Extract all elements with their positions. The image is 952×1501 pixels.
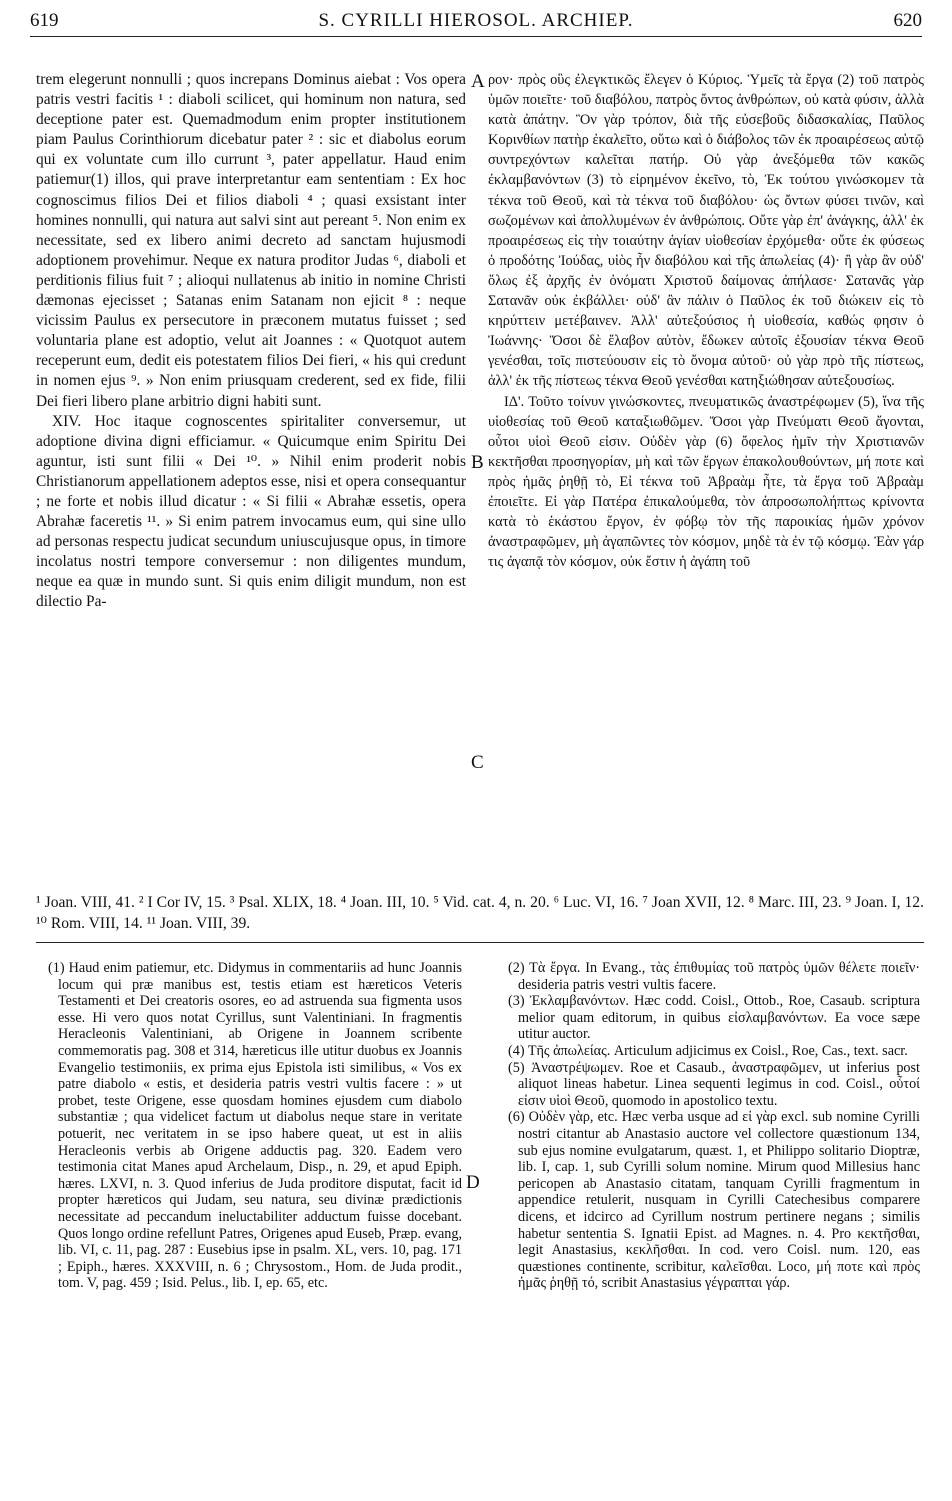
- page-number-left: 619: [30, 10, 59, 31]
- running-title: S. CYRILLI HIEROSOL. ARCHIEP.: [318, 10, 634, 31]
- notes-right-column: [508, 960, 920, 1480]
- note-2: (2) Τὰ ἔργα. In Evang., τὰς ἐπιθυμίας τοῦ πατρὸς ὑμῶν θέλετε ποιεῖν· desideria patris vestri vultis facere.: [508, 960, 920, 993]
- latin-column: [36, 70, 466, 880]
- latin-paragraph-2: XIV. Hoc itaque cognoscentes spiritaliter conversemur, ut adoptione divina digni efficiamur. « Quicumque enim Spiritu Dei aguntur, isti sunt filii « Dei ¹⁰. » Nihil enim proderit nobis Christianorum appellationem adeptos esse, nisi et opera consequantur ; ne forte et nobis illud dicatur : « Si filii « Abrahæ essetis, opera Abrahæ faceretis ¹¹. » Si enim patrem invocamus eum, qui sine ullo ad personas respectu judicat secundum uniuscujusque opus, in timore incolatus nostri tempore conversemur : non diligentes mundum, neque ea quæ in mundo sunt. Si quis enim diligit mundum, non est dilectio Pa-: [36, 412, 466, 611]
- margin-letter-d: D: [466, 1172, 480, 1193]
- greek-paragraph-2: ΙΔ'. Τοῦτο τοίνυν γινώσκοντες, πνευματικῶς ἀναστρέφωμεν (5), ἵνα τῆς υἱοθεσίας τοῦ Θεοῦ καταξιωθῶμεν. Ὅσοι γὰρ Πνεύματι Θεοῦ ἄγονται, οὗτοι υἱοὶ Θεοῦ εἰσιν. Οὐδὲν γὰρ (6) ὄφελος ἡμῖν τὴν Χριστιανῶν κεκτῆσθαι προσηγορίαν, μὴ καὶ τῶν ἔργων ἐπακολουθούντων, μή ποτε καὶ πρὸς ἡμᾶς ῥηθῇ τὸ, Εἰ τέκνα τοῦ Ἀβραὰμ ἦτε, τὰ ἔργα τοῦ Ἀβραὰμ ἐποιεῖτε. Εἰ γὰρ Πατέρα ἐπικαλούμεθα, τὸν ἀπροσωπολήπτως κρίνοντα κατὰ τὸ ἑκάστου ἔργον, ἐν φόβῳ τὸν τῆς παροικίας ἡμῶν χρόνον ἀναστραφῶμεν, μὴ ἀγαπῶντες τὸν κόσμον, μηδὲ τὰ ἐν τῷ κόσμῳ. Ἐὰν γάρ τις ἀγαπᾷ τὸν κόσμον, οὐκ ἔστιν ἡ ἀγάπη τοῦ: [488, 393, 924, 571]
- page-number-right: 620: [893, 10, 922, 31]
- greek-paragraph-1: ρον· πρὸς οὓς ἐλεγκτικῶς ἔλεγεν ὁ Κύριος. Ὑμεῖς τὰ ἔργα (2) τοῦ πατρὸς ὑμῶν ποιεῖτε· τοῦ διαβόλου, πατρὸς ὄντος ἀνθρώπων, οὐ κατὰ φύσιν, ἀλλὰ κατὰ ἀπάτην. Ὃν γὰρ τρόπον, διὰ τῆς εὐσεβοῦς διδασκαλίας, Παῦλος Κορινθίων πατὴρ ἐκαλεῖτο, οὕτω καὶ ὁ διάβολος τῶν ἐκ προαιρέσεως αὐτῷ συντρεχόντων καλεῖται πατήρ. Οὐ γὰρ ἀνεξόμεθα τῶν κακῶς ἐκλαμβανόντων (3) τὸ εἰρημένον ἐκεῖνο, τὸ, Ἐκ τούτου γινώσκομεν τὰ τέκνα τοῦ Θεοῦ, καὶ τὰ τέκνα τοῦ διαβόλου· ὡς ὄντων φύσει τινῶν, καὶ σωζομένων καὶ ἀπολλυμένων ἐν ἀνθρώποις. Οὔτε γὰρ ἐπ' ἀνάγκης, ἀλλ' ἐκ προαιρέσεως εἰς τὴν τοιαύτην ἁγίαν υἱοθεσίαν ἐρχόμεθα· οὔτε ἐκ φύσεως ὁ προδότης Ἰούδας, υἱὸς ἦν διαβόλου καὶ τῆς ἀπωλείας (4)· ἢ γὰρ ἂν οὐδ' ὅλως ἐξ ἀρχῆς ἐν ὀνόματι Χριστοῦ δαίμονας ἀπήλασε· Σατανᾶς γὰρ Σατανᾶν οὐκ ἐκβάλλει· οὐδ' ἂν πάλιν ὁ Παῦλος ἐκ τοῦ διώκειν εἰς τὸ κηρύττειν μετέβαινεν. Ἀλλ' αὐτεξούσιος ἡ υἱοθεσία, καθώς φησιν ὁ Ἰωάννης· Ὅσοι δὲ ἔλαβον αὐτὸν, ἔδωκεν αὐτοῖς ἐξουσίαν τέκνα Θεοῦ γενέσθαι, τοῖς πιστεύουσιν εἰς τὸ ὄνομα αὐτοῦ· οὐ γὰρ πρὸ τῆς πίστεως, ἀλλ' ἐκ τῆς πίστεως τέκνα Θεοῦ γενέσθαι κατηξιώθησαν αὐτεξουσίως.: [488, 72, 924, 390]
- margin-letter-c: C: [471, 752, 484, 773]
- latin-paragraph-1: trem elegerunt nonnulli ; quos increpans Dominus aiebat : Vos opera patris vestri facitis ¹ : diaboli scilicet, qui hominum non natura, sed deceptione pater est. Quemadmodum enim propter institutionem piam Paulus Corinthiorum dicebatur pater ² : sic et diabolus eorum qui ex voluntate cum illo currunt ³, pater appellatur. Haud enim patiemur(1) illos, qui prave interpretantur eam sententiam : Ex hoc cognoscimus filios Dei et filios diaboli ⁴ ; quasi exsistant inter homines nonnulli, qui natura aut salvi sint aut pereant ⁵. Non enim ex necessitate, sed ex libero animi decreto ad sanctam hujusmodi adoptionem provehimur. Neque ex natura proditor Judas ⁶, diaboli et perditionis filius fuit ⁷ ; alioqui nullatenus ab initio in nomine Christi dæmonas ejecisset ; Satanas enim Satanam non ejicit ⁸ : neque vicissim Paulus ex persecutore in præconem mutatus fuisset ; sed voluntaria plane est adoptio, velut ait Joannes : « Quotquot autem receperunt eum, dedit eis potestatem filios Dei fieri, « his qui credunt in nomen ejus ⁹. » Non enim priusquam crederent, sed ex fide, filii Dei fieri libero plane arbitrio digni habiti sunt.: [36, 71, 466, 410]
- note-3: (3) Ἐκλαμβανόντων. Hæc codd. Coisl., Ottob., Roe, Casaub. scriptura melior quam editorum, in quibus εἰσλαμβανόντων. Ea voce sæpe utitur auctor.: [508, 993, 920, 1043]
- note-1: (1) Haud enim patiemur, etc. Didymus in commentariis ad hunc Joannis locum qui præ manibus est, testis etiam est hæreticos Veteris Testamenti et Dei creatoris osores, eo ad astruenda sua figmenta usos esse. Hi vero quos notat Cyrillus, sunt Valentiniani. In fragmentis Heracleonis Valentiniani, ab Origene in Joannem scribente commemoratis pag. 308 et 314, hæreticus ille utitur duobus ex Joannis Evangelio testimoniis, ex prima ejus Epistola isti similibus, « Vos ex patre diabolo « estis, et desideria patris vestri vultis facere : » ut probet, teste Origene, esse quosdam homines ejusdem cum diabolo substantiæ ; qua videlicet factum ut diabolus neque stare in veritate potuerit, nec veritatem in se ipso habere queat, ut est in aliis Heracleonis verbis ab Origene adductis pag. 320. Eadem vero testimonia citat Manes apud Archelaum, Disp., n. 29, et apud Epiph. hæres. LXVI, n. 3. Quod inferius de Juda proditore disputat, facit id propter hæreticos qui Judam, seu natura, seu divinæ prædictionis necessitate ad peccandum ineluctabiliter adductum fuisse docebant. Quos longo ordine refellunt Patres, Origenes apud Euseb, Præp. evang, lib. VI, c. 11, pag. 287 : Eusebius ipse in psalm. XL, vers. 10, pag. 171 ; Epiph., hæres. XXXVIII, n. 6 ; Chrysostom., Hom. de Juda prodit., tom. V, pag. 459 ; Isid. Pelus., lib. I, ep. 65, etc.: [48, 960, 462, 1292]
- note-6: (6) Οὐδὲν γὰρ, etc. Hæc verba usque ad εἰ γὰρ excl. sub nomine Cyrilli nostri citantur ab Anastasio auctore vel collectore quæstionum 134, sub ejus nomine evulgatarum, quæst. 1, et Philippo solitario Dioptræ, lib. I, cap. 1, sub Cyrilli solum nomine. Mirum quod Millesius hanc pericopen ab Anastasio citatam, tanquam Cyrilli fragmentum in appendice retulerit, nusquam in Cyrilli Catechesibus comparere dicens, et idcirco ad Cyrillum nostrum pertinere negans ; similis habetur sententia S. Ignatii Epist. ad Magnes. n. 4. Pro κεκτῆσθαι, legit Anastasius, κεκλῆσθαι. In cod. vero Coisl. num. 120, eas quæstiones continente, scribitur, καλεῖσθαι. Loco, μή ποτε καὶ πρὸς ἡμᾶς ῥηθῇ τό, scribit Anastasius γέγραπται γάρ.: [508, 1109, 920, 1292]
- greek-column: [488, 70, 924, 880]
- note-5: (5) Ἀναστρέψωμεν. Roe et Casaub., ἀναστραφῶμεν, ut inferius post aliquot lineas habetur. Linea sequenti legimus in cod. Coisl., οὗτοί εἰσιν υἱοὶ Θεοῦ, quomodo in apostolico textu.: [508, 1059, 920, 1109]
- margin-letter-b: B: [471, 452, 484, 473]
- note-4: (4) Τῆς ἀπωλείας. Articulum adjicimus ex Coisl., Roe, Cas., text. sacr.: [508, 1042, 908, 1059]
- running-header: [30, 6, 922, 37]
- notes-left-column: [48, 960, 462, 1480]
- scripture-references: ¹ Joan. VIII, 41. ² I Cor IV, 15. ³ Psal. XLIX, 18. ⁴ Joan. III, 10. ⁵ Vid. cat. 4, n. 20. ⁶ Luc. VI, 16. ⁷ Joan XVII, 12. ⁸ Marc. III, 23. ⁹ Joan. I, 12. ¹⁰ Rom. VIII, 14. ¹¹ Joan. VIII, 39.: [36, 892, 924, 943]
- margin-letter-a: A: [471, 71, 485, 92]
